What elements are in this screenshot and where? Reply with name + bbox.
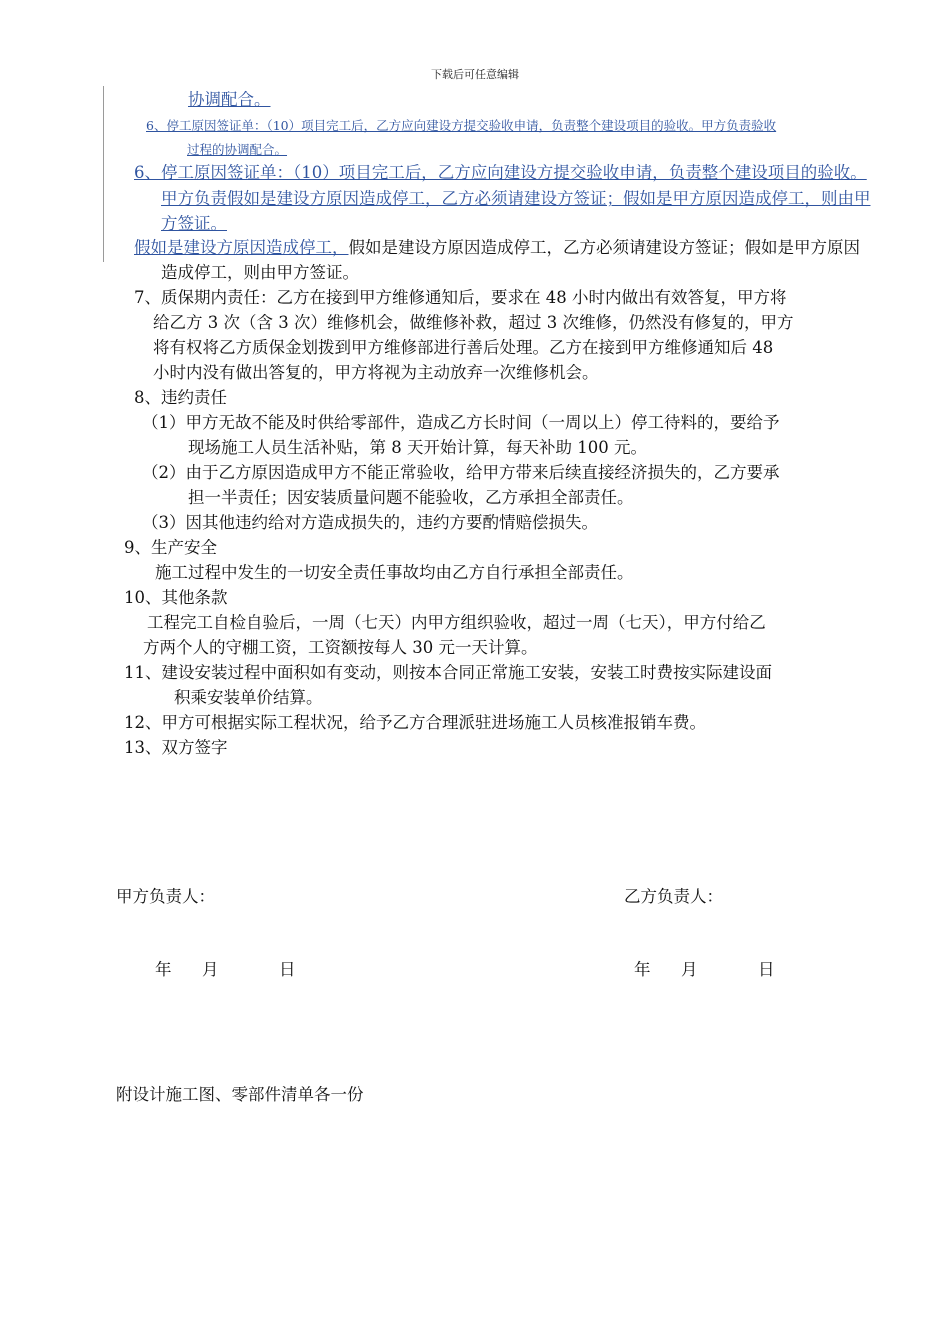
mixed-line-7: [134, 236, 860, 260]
clause-13: 13、双方签字: [124, 738, 228, 757]
clause-8-2-line-2: 担一半责任；因安装质量问题不能验收，乙方承担全部责任。: [188, 488, 634, 507]
clause-7-line-2: 给乙方 3 次（含 3 次）维修机会，做维修补救，超过 3 次维修，仍然没有修复的，甲方: [153, 313, 794, 332]
party-a-signature-label: 甲方负责人：: [116, 887, 215, 906]
party-a-date-day: 日: [279, 960, 296, 979]
party-a-date-month: 月: [202, 960, 219, 979]
tracked-line-6: 方签证。: [161, 214, 227, 233]
clause-7-line-4: 小时内没有做出答复的，甲方将视为主动放弃一次维修机会。: [153, 363, 599, 382]
clause-10-line-2: 方两个人的守棚工资，工资额按每人 30 元一天计算。: [143, 638, 538, 657]
party-b-date-day: 日: [758, 960, 775, 979]
clause-8-1-line-2: 现场施工人员生活补贴，第 8 天开始计算，每天补助 100 元。: [188, 438, 647, 457]
clause-7-line-1: 7、质保期内责任：乙方在接到甲方维修通知后，要求在 48 小时内做出有效答复，甲方将: [134, 288, 787, 307]
clause-7-line-3: 将有权将乙方质保金划拨到甲方维修部进行善后处理。乙方在接到甲方维修通知后 48: [153, 338, 774, 357]
appendix-note: 附设计施工图、零部件清单各一份: [116, 1085, 364, 1104]
tracked-line-4: 6、停工原因签证单：（10）项目完工后，乙方应向建设方提交验收申请，负责整个建设项目的验收。: [134, 163, 867, 182]
line-7-black: 假如是建设方原因造成停工，乙方必须请建设方签证；假如是甲方原因: [348, 238, 860, 257]
clause-8-1-line-1: （1）甲方无故不能及时供给零部件，造成乙方长时间（一周以上）停工待料的，要给予: [142, 413, 780, 432]
clause-8-3: （3）因其他违约给对方造成损失的，违约方要酌情赔偿损失。: [142, 513, 598, 532]
clause-9-body: 施工过程中发生的一切安全责任事故均由乙方自行承担全部责任。: [155, 563, 634, 582]
party-b-date-month: 月: [681, 960, 698, 979]
party-b-date-year: 年: [634, 960, 651, 979]
tracked-line-7-blue: 假如是建设方原因造成停工，: [134, 238, 349, 257]
line-8: 造成停工，则由甲方签证。: [161, 263, 359, 282]
tracked-line-1: 协调配合。: [188, 90, 271, 109]
clause-12: 12、甲方可根据实际工程状况，给予乙方合理派驻进场施工人员核准报销车费。: [124, 713, 706, 732]
clause-11-line-1: 11、建设安装过程中面积如有变动，则按本合同正常施工安装，安装工时费按实际建设面: [124, 663, 772, 682]
party-a-date-year: 年: [155, 960, 172, 979]
revision-bar: [103, 86, 104, 262]
tracked-line-2: 6、停工原因签证单：（10）项目完工后，乙方应向建设方提交验收申请，负责整个建设项目的验收。甲方负责验收: [146, 118, 777, 133]
tracked-line-3: 过程的协调配合。: [187, 142, 288, 157]
header-note: 下载后可任意编辑: [431, 68, 519, 81]
clause-8-title: 8、违约责任: [134, 388, 227, 407]
clause-9-title: 9、生产安全: [124, 538, 217, 557]
clause-10-title: 10、其他条款: [124, 588, 228, 607]
clause-8-2-line-1: （2）由于乙方原因造成甲方不能正常验收，给甲方带来后续直接经济损失的，乙方要承: [142, 463, 780, 482]
clause-11-line-2: 积乘安装单价结算。: [174, 688, 323, 707]
clause-10-line-1: 工程完工自检自验后，一周（七天）内甲方组织验收，超过一周（七天），甲方付给乙: [147, 613, 766, 632]
party-b-signature-label: 乙方负责人：: [624, 887, 723, 906]
tracked-line-5: 甲方负责假如是建设方原因造成停工，乙方必须请建设方签证；假如是甲方原因造成停工，则由甲: [161, 189, 871, 208]
